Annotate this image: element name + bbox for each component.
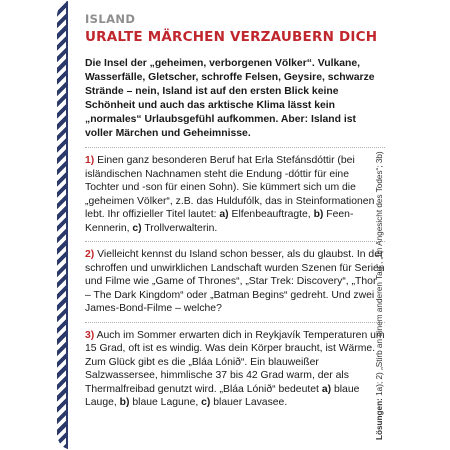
option-key: b) [119,397,130,408]
option-text: blaue Lauge, [85,383,360,408]
card-title: URALTE MÄRCHEN VERZAUBERN DICH [85,29,378,45]
answers-text: 1a); 2) „Stirb an einem anderen Tag“, „Im Angesicht des Todes“; 3b) [375,151,384,396]
answers-footer [372,60,386,440]
answers-label: Lösungen: [375,398,384,440]
divider [85,147,385,148]
question-number: 1) [85,155,95,166]
country-label: ISLAND [85,12,136,26]
stripe-border [66,0,68,450]
intro-paragraph: Die Insel der „geheimen, verborgenen Völker“. Vulkane, Wasserfälle, Gletscher, schroffe Felsen, Geysire, schwarze Strände – nein, Island ist auf den ersten Blick keine Schönheit und auch das arktische Klima lässt kein „normales“ Urlaubsgefühl aufkommen. Aber: Island ist voller Märchen und Geheimnisse. [85,58,375,139]
option-key: b) [313,209,324,220]
option-key: c) [201,397,211,408]
option-text: blaue Lagune, [132,397,199,408]
quiz-card [57,0,393,450]
option-text: Feen-Kennerin, [85,209,354,234]
divider [85,241,385,242]
question-number: 3) [85,329,95,341]
card-content [85,12,385,416]
question-text: Auch im Sommer erwarten dich in Reykjavík Temperaturen um 15 Grad, oft ist es windig. Was dein Körper braucht, ist Wärme. Zum Glück gibt es die „Bláa Lónið“. Ein blauweißer Salzwassersee, himmlische 37 bis 42 Grad warm, der als Thermalfreibad genutzt wird. „Bláa Lónið“ bedeutet [85,329,385,395]
divider [85,322,385,323]
answers-rotated-text [375,151,384,440]
question-number: 2) [85,249,95,260]
option-key: a) [219,209,229,220]
option-text: Elfenbeauftragte, [231,209,311,220]
question-1 [85,154,385,235]
option-key: c) [132,222,142,234]
option-key: a) [321,383,332,395]
question-3 [85,329,385,410]
question-text: Einen ganz besonderen Beruf hat Erla Stefánsdóttir (bei isländischen Nachnamen steht die Endung -dóttir für eine Tochter und -son für einen Sohn). Sie kümmert sich um die „geheimen Völker“, z.B. das Huldufólk, das in Steinformationen lebt. Ihr offizieller Titel lautet: [85,155,375,220]
question-2 [85,248,385,316]
option-text: Trollverwalterin. [144,222,218,234]
question-text: Vielleicht kennst du Island schon besser, als du glaubst. In der schroffen und unwirklichen Landschaft wurden Szenen für Serien und Filme wie „Game of Thrones“, „Star Trek: Discovery“, „Thor – The Dark Kingdom“ oder „Batman Begins“ gedreht. Und zwei James-Bond-Filme – welche? [85,249,385,314]
option-text: blauer Lavasee. [213,397,288,408]
decorative-stripe [57,0,66,450]
